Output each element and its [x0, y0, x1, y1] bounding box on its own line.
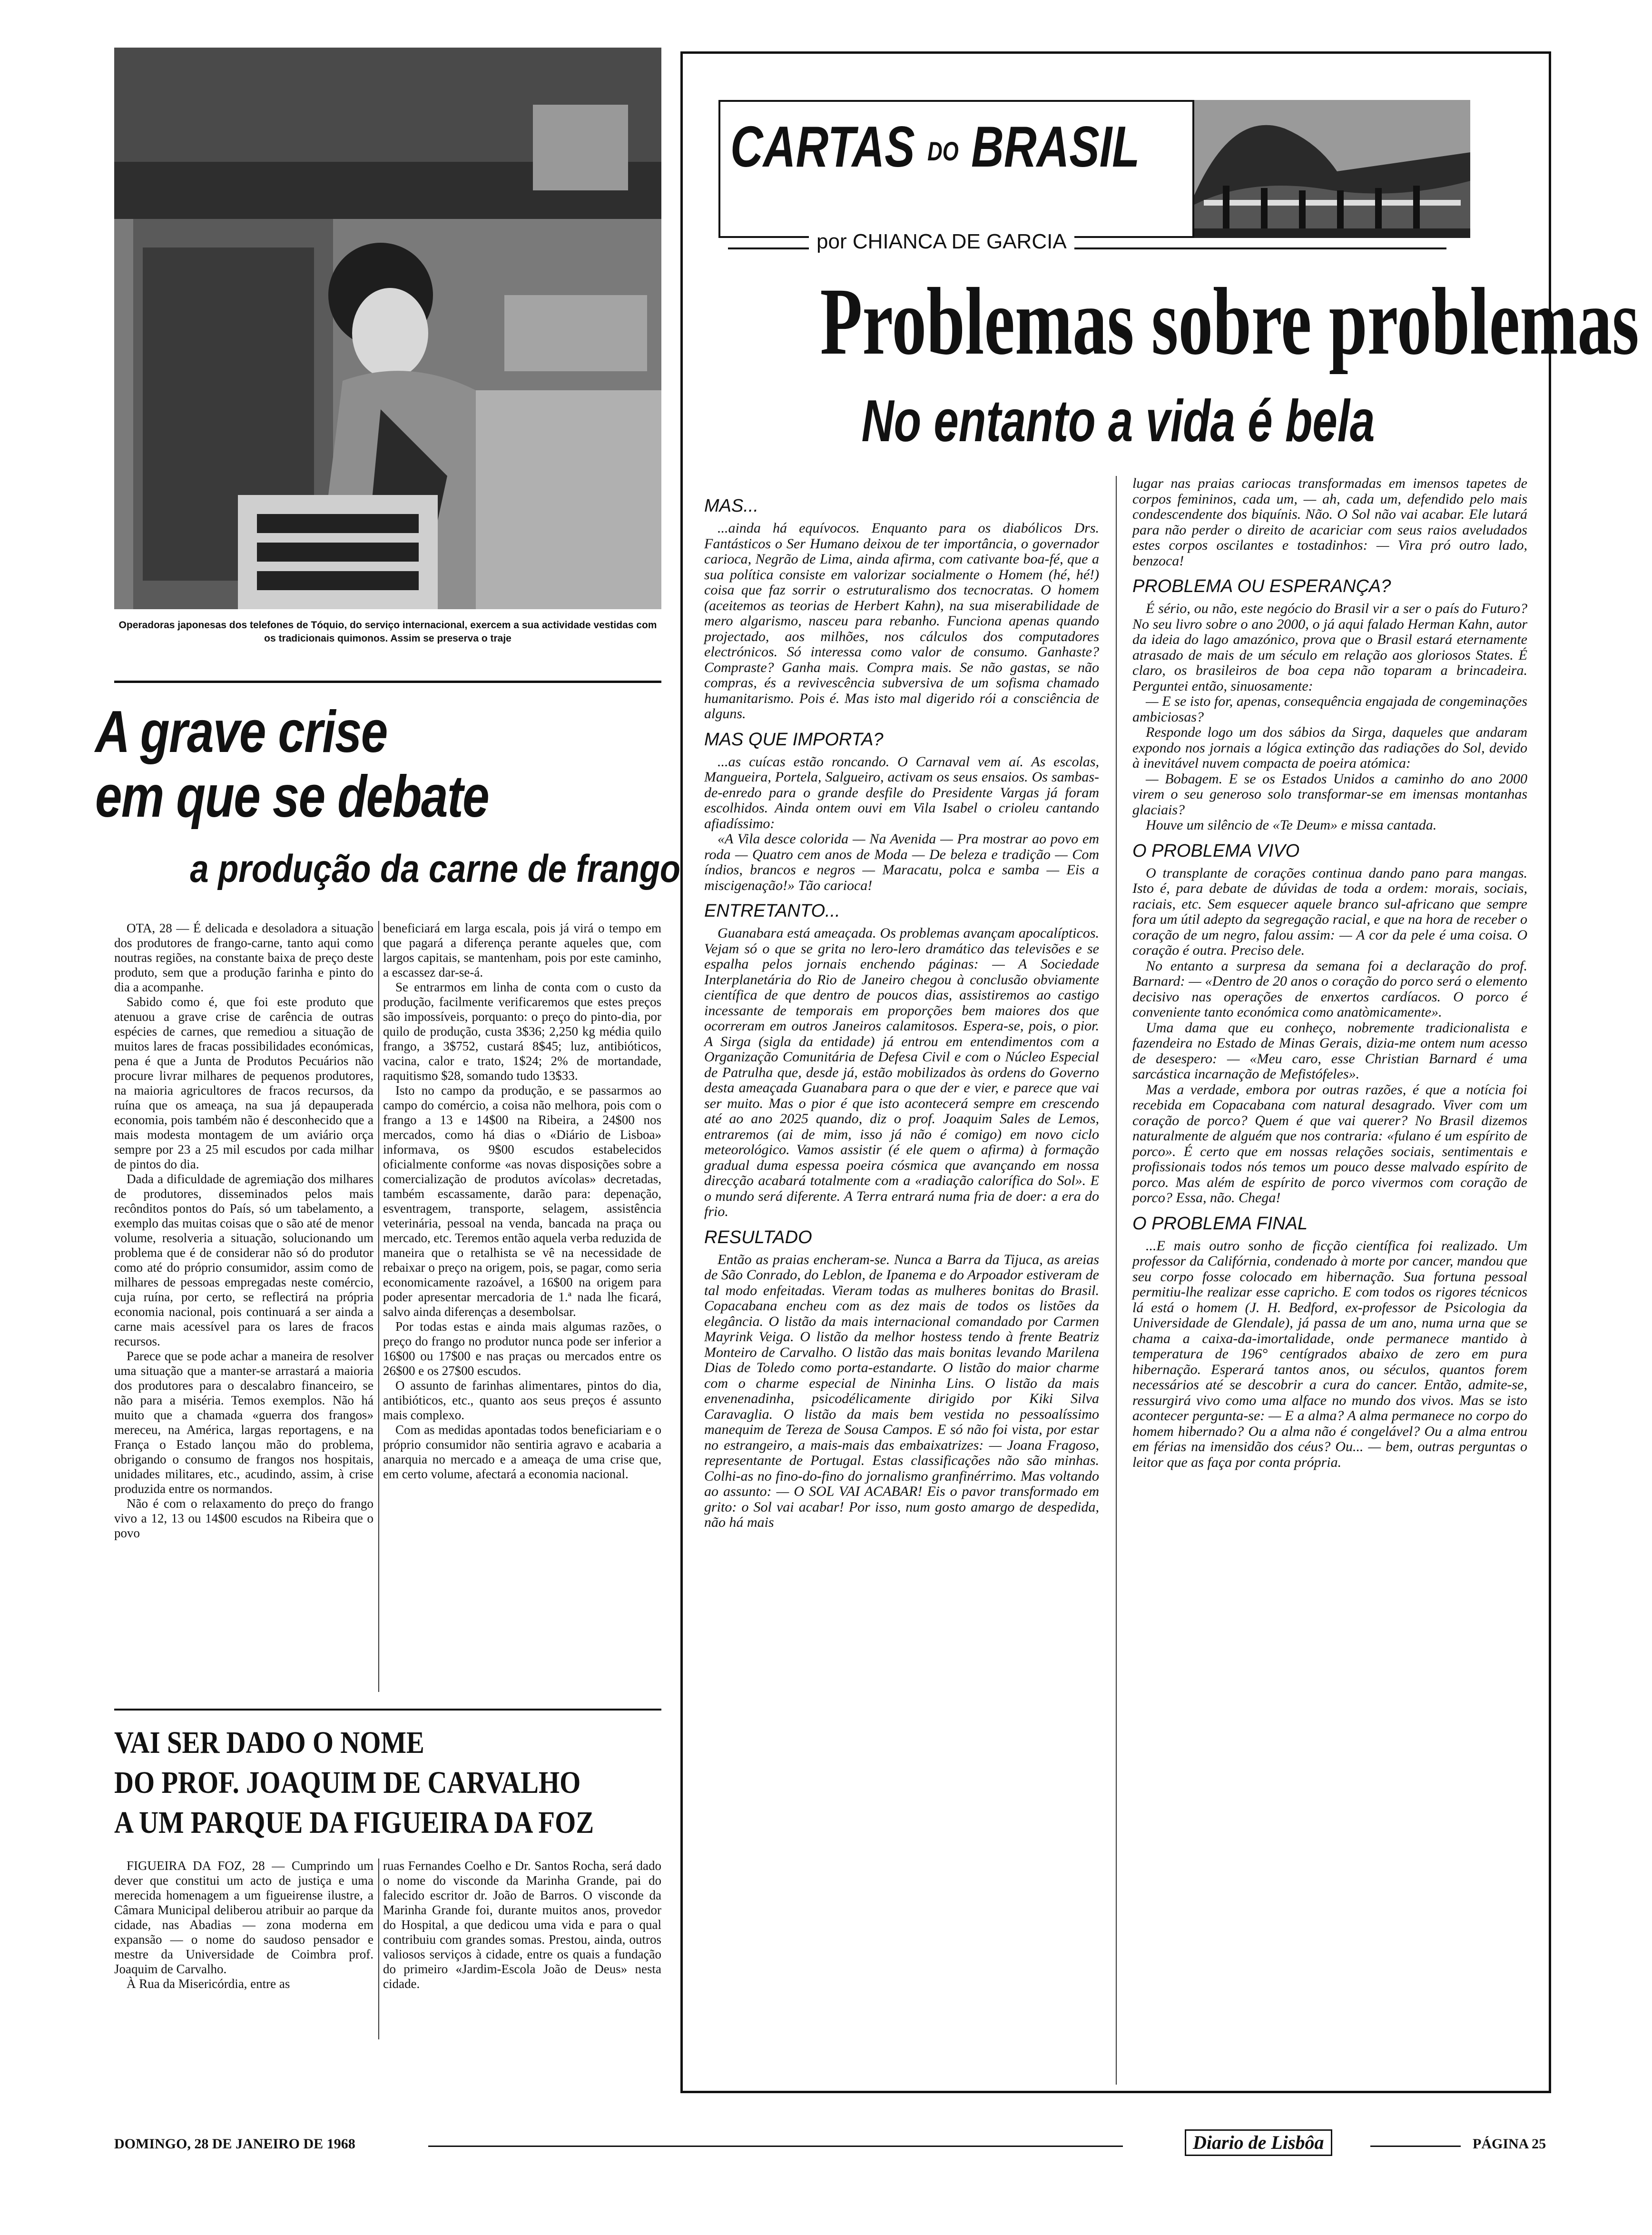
article-paragraph: Parece que se pode achar a maneira de resolver uma situação que a manter-se arrastará a maioria dos produtores para o descalabro financeiro, se não para a miséria. Temos exemplos. Não há muito que a chamada «guerra dos frangos» mereceu, na América, largas reportagens, e na França o Estado lançou mão do problema, obrigando o consumo de frangos nos hospitais, unidades militares, etc., acudindo, assim, à crise produzida entre os normandos.: [114, 1349, 374, 1496]
article-paragraph: É sério, ou não, este negócio do Brasil vir a ser o país do Futuro? No seu livro sobre o ano 2000, o já aqui falado Herman Kahn, autor da ideia do lago amazónico, prova que o Brasil estará eternamente atrasado de mais de um século em relação aos gloriosos States. É claro, os brasileiros de boa cepa não toparam a brincadeira. Perguntei então, sinuosamente:: [1132, 601, 1527, 694]
cartas-byline: por CHIANCA DE GARCIA: [809, 228, 1074, 255]
masthead-landscape-image: [1194, 100, 1470, 238]
frango-article-col-b: [383, 921, 661, 1482]
article-paragraph: No entanto a surpresa da semana foi a declaração do prof. Barnard: — «Dentro de 20 anos o coração do porco será o elemento decisivo nas operações de enxertos cardíacos. O porco é conveniente tanto económica como anatòmicamente».: [1132, 958, 1527, 1020]
article-paragraph: O assunto de farinhas alimentares, pintos do dia, antibióticos, etc., quanto aos seus preços é assunto mais complexo.: [383, 1378, 661, 1422]
column-divider: [378, 921, 379, 1692]
article-paragraph: Sabido como é, que foi este produto que atenuou a grave crise de carência de outras espécies de carnes, que remediou a situação de muitos lares de fracas possibilidades económicas, pena é que a Junta de Produtos Pecuários não procure livrar milhares de pequenos produtores, na maioria agricultores de fracos recursos, da ruína que os ameaça, na sua já depauperada economia, pois também não é desconhecido que a mais modesta montagem de um aviário orça sempre por 23 a 25 mil escudos por cada milhar de pintos do dia.: [114, 995, 374, 1171]
cartas-headline: Problemas sobre problemas: [820, 268, 1639, 375]
article-paragraph: — Bobagem. E se os Estados Unidos a caminho do ano 2000 virem o seu generoso solo transformar-se em imensas montanhas glaciais?: [1132, 771, 1527, 818]
article-paragraph: ...ainda há equívocos. Enquanto para os diabólicos Drs. Fantásticos o Ser Humano deixou de ter importância, o governador carioca, Negrão de Lima, ainda afirma, com cativante boa-fé, que a sua política consiste em valorizar socialmente o Homem (hé, hé!) coisa que faz sorrir o estruturalismo dos tecnocratas. O homem (aceitemos as teorias de Herbert Kahn), na sua miserabilidade de mero algarismo, nasceu para rebanho. Funciona apenas quando projectado, aos milhões, nos cálculos dos computadores electrónicos. Só interessa como valor de consumo. Ganhaste? Compraste? Ganha mais. Compra mais. Se não gastas, se não compras, és a revivescência subversiva de um sofisma chamado humanitarismo. Pois é. Mas isto mal digerido rói a consciência de alguns.: [704, 520, 1099, 722]
section-divider: [114, 1709, 661, 1711]
frango-headline: [95, 700, 571, 829]
article-paragraph: Com as medidas apontadas todos beneficiariam e o próprio consumidor não sentiria agravo e acabaria a anarquia no mercado e a ameaça de uma crise que, em certo volume, afectará a economia nacional.: [383, 1423, 661, 1481]
section-heading: MAS QUE IMPORTA?: [704, 729, 884, 750]
article-paragraph: Não é com o relaxamento do preço do frango vivo a 12, 13 ou 14$00 escudos na Ribeira que o povo: [114, 1496, 374, 1540]
masthead-word-brasil: BRASIL: [971, 114, 1140, 179]
article-paragraph: ruas Fernandes Coelho e Dr. Santos Rocha, será dado o nome do visconde da Marinha Grande, pai do falecido escritor dr. João de Barros. O visconde da Marinha Grande foi, durante muitos anos, provedor do Hospital, a que dedicou uma vida e para o qual contribuiu com grandes somas. Prestou, ainda, outros valiosos serviços à cidade, entre os quais a fundação do primeiro «Jardim-Escola João de Deus» nesta cidade.: [383, 1859, 661, 1991]
article-paragraph: Isto no campo da produção, e se passarmos ao campo do comércio, a coisa não melhora, pois com o frango a 13 e 14$00 na Ribeira, a 24$00 nos mercados, como há dias o «Diário de Lisboa» informava, os 9$00 escudos estabelecidos oficialmente conforme «as novas disposições sobre a comercialização de produtos avícolas» decretadas, também escassamente, darão para: depenação, esventragem, transporte, selagem, assistência veterinária, pessoal na venda, bancada na praça ou mercado, etc. Teremos então aquela verba reduzida de maneira que o retalhista se vê na necessidade de rebaixar o preço na origem, pois, se pagar, como seria economicamente razoável, a 16$00 na origem para poder apresentar mercadoria de 1.ª nada lhe ficará, salvo ainda diferenças a desembolsar.: [383, 1083, 661, 1319]
article-paragraph: À Rua da Misericórdia, entre as: [127, 1977, 290, 1991]
article-paragraph: ...as cuícas estão roncando. O Carnaval vem aí. As escolas, Mangueira, Portela, Salgueiro, activam os seus ensaios. Os sambas-de-enredo para o grande desfile do Presidente Vargas já foram escolhidos. Ainda ontem ouvi em Vila Isabel o crioleu cantando afiadíssimo:: [704, 753, 1099, 831]
footer-date: DOMINGO, 28 DE JANEIRO DE 1968: [114, 2136, 355, 2152]
cartas-column-1: [704, 495, 1099, 1531]
article-paragraph: OTA, 28 — É delicada e desoladora a situação dos produtores de frango-carne, tanto aqui como noutras regiões, na constante baixa de preço deste produto, sem que a produção farinha e pinto do dia a acompanhe.: [114, 921, 374, 994]
photo-image: [114, 48, 661, 609]
parque-headline-line1: VAI SER DADO O NOME: [114, 1725, 424, 1760]
cartas-masthead-title: [730, 113, 1140, 185]
photo-caption: Operadoras japonesas dos telefones de Tóquio, do serviço internacional, exercem a sua actividade vestidas com os tradicionais quimonos. Assim se preserva o traje: [118, 620, 657, 644]
page-number: PÁGINA 25: [1473, 2136, 1546, 2152]
frango-headline-line1: A grave crise: [95, 699, 387, 765]
article-paragraph: «A Vila desce colorida — Na Avenida — Pra mostrar ao povo em roda — Quatro cem anos de Moda — De beleza e tradição — Com índios, brancos e negros — Maracatu, polca e samba — Eis a miscigenação!» Tão carioca!: [704, 831, 1099, 893]
article-paragraph: Guanabara está ameaçada. Os problemas avançam apocalípticos. Vejam só o que se grita no lero-lero dramático das televisões e se espalha pelos jornais enchendo páginas: — A Sociedade Interplanetária do Rio de Janeiro chegou à conclusão obviamente científica de que dentro de poucos dias, assistiremos ao castigo incessante de temporais em proporções bem maiores dos que ocorreram em outros Janeiros calamitosos. Espera-se, pois, o pior. A Sirga (sigla da entidade) já entrou em entendimentos com a Organização Comunitária de Defesa Civil e com o Núcleo Especial de Patrulha que, desde já, estão mobilizados às ordens do Governo desta ameaçada Guanabara para o que der e vier, e parece que vai ser muito. Mas o pior é que isto acontecerá sempre em crescendo até ao ano 2025 quando, diz o prof. Joaquim Sales de Lemos, entraremos (ai de mim, isso já não é comigo) em novo ciclo meteorológico. Vamos assistir (é ele quem o afirma) à formação gradual duma espessa poeira cósmica que avançando em nossa direcção acabará totalmente com a «radiação calorífica do Sol». E o mundo será diferente. A Terra entrará numa fria de doer: a era do frio.: [704, 925, 1099, 1219]
article-paragraph: — E se isto for, apenas, consequência engajada de congeminações ambiciosas?: [1132, 693, 1527, 725]
article-paragraph: Mas a verdade, embora por outras razões, é que a notícia foi recebida em Copacabana com natural desagrado. Viver com um coração de porco? Quem é que vai querer? No Brasil dizemos naturalmente de alguém que nos contraria: «fulano é um espírito de porco». É certo que em nossas relações sociais, sentimentais e profissionais todos nós temos um pouco desse malvado espírito de porco. Mas além de espírito de porco vivermos com coração de porco? Essa, não. Chega!: [1132, 1081, 1527, 1206]
section-heading: O PROBLEMA VIVO: [1132, 841, 1300, 861]
column-divider: [378, 1859, 379, 2039]
parque-article-col-b: [383, 1859, 661, 1991]
frango-headline-line2: em que se debate: [95, 764, 489, 830]
landscape-illustration: [1194, 100, 1470, 238]
article-paragraph: Por todas estas e ainda mais algumas razões, o preço do frango no produtor nunca pode ser inferior a 16$00 ou 17$00 e nas praças ou mercados entre os 26$00 e os 27$00 escudos.: [383, 1319, 661, 1378]
section-heading: MAS...: [704, 496, 759, 516]
section-divider: [114, 681, 661, 683]
frango-subhead: a produção da carne de frango: [190, 847, 680, 890]
article-paragraph: Responde logo um dos sábios da Sirga, daqueles que andaram expondo nos jornais a lógica extinção das radiações do Sol, devido à inevitável nuvem compacta de poeira atómica:: [1132, 724, 1527, 771]
cartas-column-2: [1132, 476, 1527, 1470]
parque-headline-line2: DO PROF. JOAQUIM DE CARVALHO: [114, 1765, 581, 1800]
parque-headline: [114, 1723, 594, 1843]
section-heading: PROBLEMA OU ESPERANÇA?: [1132, 576, 1391, 596]
article-paragraph: ...E mais outro sonho de ficção científica foi realizado. Um professor da Califórnia, condenado à morte por cancer, mandou que seu corpo fosse colocado em hibernação. Sua fortuna pessoal permitiu-lhe realizar esse capricho. E com todos os rigores técnicos lá está o homem (J. H. Bedford, ex-professor de Psicologia da Universidade de Glendale), já passa de um ano, numa urna que se chama a caixa-da-imortalidade, onde permanece mantido à temperatura de 196° centígrados abaixo de zero em pura hibernação. Esperará tantos anos, ou séculos, quantos forem necessários até se descobrir a cura do cancer. Então, admite-se, ressurgirá vivo como uma alface no mundo dos vivos. Mas se isto acontecer pergunta-se: — E a alma? A alma permanece no corpo do homem hibernado? Ou a alma não é congelável? Ou a alma entrou em férias na imensidão dos céus? Ou... — bem, outras perguntas o leitor que as faça por conta própria.: [1132, 1237, 1527, 1470]
article-paragraph: beneficiará em larga escala, pois já virá o tempo em que pagará a diferença perante aqueles que, com largos capitais, se mantenham, pois por este caminho, a escassez dar-se-á.: [383, 921, 661, 979]
parque-headline-line3: A UM PARQUE DA FIGUEIRA DA FOZ: [114, 1805, 594, 1840]
article-paragraph: Então as praias encheram-se. Nunca a Barra da Tijuca, as areias de São Conrado, do Leblon, de Ipanema e do Arpoador estiveram de tal modo enfeitadas. Vieram todas as mulheres bonitas do Brasil. Copacabana encheu com as dez mais de todos os listões da elegância. O listão da mais internacional comandado por Carmen Mayrink Veiga. O listão da melhor hostess tendo à frente Beatriz Monteiro de Carvalho. O listão das mais bonitas levando Marilena Dias de Toledo como porta-estandarte. O listão do maior charme com o charme especial de Nininha Lins. O listão da mais envenenadinha, psicodélicamente dirigido por Kiki Silva Caravaglia. O listão da mais bem vestida no pessoalíssimo manequim de Tereza de Sousa Campos. E só não foi vista, por estar no estrangeiro, a mais-mais das embaixatrizes: — Joana Fragoso, representante de Portugal. Estas classificações não são minhas. Colhi-as no fino-do-fino do jornalismo granfinérrimo. Mas voltando ao assunto: — O SOL VAI ACABAR! Eis o pavor transformado em grito: o Sol vai acabar! Por isso, num gosto amargo de despedida, não há mais: [704, 1251, 1099, 1530]
article-paragraph: Uma dama que eu conheço, nobremente tradicionalista e fazendeira no Estado de Minas Gerais, dizia-me ontem num acesso de desespero: — «Meu caro, esse Christian Barnard é uma sarcástica incarnação de Mefistófeles».: [1132, 1019, 1527, 1082]
footer-rule: [428, 2146, 1123, 2147]
article-paragraph: O transplante de corações continua dando pano para mangas. Isto é, para debate de dúvidas de toda a ordem: morais, sociais, raciais, etc. Sem esquecer aquele branco sul-africano que sempre fora um útil adepto da segregação racial, e que na hora de receber o coração de um negro, falou assim: — A cor da pele é uma coisa. O coração é outra. Preciso dele.: [1132, 865, 1527, 958]
article-paragraph: Dada a dificuldade de agremiação dos milhares de produtores, disseminados pelos mais recônditos pontos do País, só um tabelamento, a exemplo das muitas coisas que o são até de menor volume, resolveria a situação, solucionando um problema que é de considerar não só do produtor como até do próprio consumidor, assim como de milhares de pessoas empregadas neste comércio, cuja ruína, por certo, se reflectirá na própria economia nacional, pois continuará a ser ainda a carne mais acessível para os lares de fracos recursos.: [114, 1172, 374, 1348]
section-heading: RESULTADO: [704, 1227, 812, 1247]
parque-article-col-a: [114, 1859, 374, 1991]
footer-rule: [1370, 2146, 1461, 2147]
article-paragraph: Houve um silêncio de «Te Deum» e missa cantada.: [1146, 817, 1437, 833]
masthead-word-do: DO: [927, 136, 959, 166]
section-heading: O PROBLEMA FINAL: [1132, 1213, 1308, 1234]
operators-photo: [114, 48, 661, 609]
newspaper-logo: Diario de Lisbôa: [1185, 2129, 1332, 2156]
frango-article-col-a: [114, 921, 374, 1541]
article-paragraph: FIGUEIRA DA FOZ, 28 — Cumprindo um dever que constitui um acto de justiça e uma merecida homenagem a um figueirense ilustre, a Câmara Municipal deliberou atribuir ao parque da cidade, nas Abadias — zona moderna em expansão — o nome do saudoso pensador e mestre da Universidade de Coimbra prof. Joaquim de Carvalho.: [114, 1859, 374, 1976]
section-heading: ENTRETANTO...: [704, 901, 840, 921]
article-paragraph: lugar nas praias cariocas transformadas em imensos tapetes de corpos femininos, cada um, — ah, cada um, defendido pelo mais condescendente dos biquínis. Não. O Sol não vai acabar. Ele lutará para não perder o direito de acariciar com seus raios aveludados estes corpos oscilantes e tostadinhos: — Vira pró outro lado, benzoca!: [1132, 475, 1527, 569]
masthead-word-cartas: CARTAS: [730, 114, 915, 179]
article-paragraph: Se entrarmos em linha de conta com o custo da produção, facilmente verificaremos que estes preços são impossíveis, porquanto: o preço do pinto-dia, por quilo de produção, custa 3$36; 2,250 kg média quilo frango, a 3$752, custará 8$45; luz, antibióticos, vacina, calor e trato, 1$24; 2% de mortandade, raquitismo $28, somando tudo 13$33.: [383, 980, 661, 1083]
cartas-subhead: No entanto a vida é bela: [861, 388, 1375, 454]
column-divider: [1116, 476, 1117, 2085]
